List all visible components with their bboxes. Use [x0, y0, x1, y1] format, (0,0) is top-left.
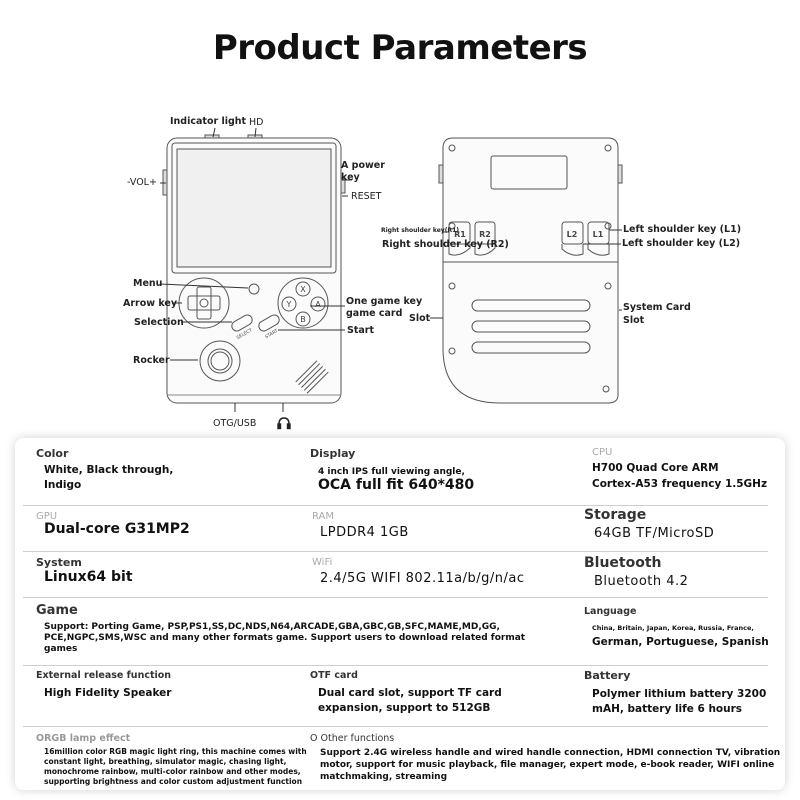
- spec-wifi: [312, 557, 525, 586]
- spec-label: System: [36, 556, 82, 569]
- label-rocker: Rocker: [133, 355, 170, 366]
- spec-external: [36, 670, 171, 701]
- label-power-key: A power key: [341, 160, 385, 183]
- spec-value: 64GB TF/MicroSD: [594, 526, 715, 541]
- label-start: Start: [347, 325, 375, 336]
- spec-value: Polymer lithium battery 3200 mAH, battery life 6 hours: [592, 688, 767, 715]
- spec-label: CPU: [592, 447, 613, 458]
- label-r2: Right shoulder key (R2): [382, 239, 509, 250]
- spec-storage: [584, 507, 714, 541]
- spec-otf: [310, 670, 502, 716]
- label-system-card-slot: System Card Slot: [623, 302, 691, 326]
- select-text: SELECT: [236, 328, 254, 341]
- label-selection: Selection: [134, 317, 184, 328]
- spec-value: Dual-core G31MP2: [44, 521, 190, 537]
- label-menu: Menu: [133, 278, 163, 289]
- label-indicator-light: Indicator light: [170, 116, 247, 127]
- row-separator: [23, 665, 768, 666]
- row-separator: [23, 505, 768, 506]
- label-vol: -VOL+: [127, 177, 157, 188]
- spec-label: Display: [310, 447, 356, 460]
- spec-label: ORGB lamp effect: [36, 733, 131, 744]
- label-one-game-key: One game key game card: [346, 296, 423, 319]
- label-arrow-key: Arrow key: [123, 298, 178, 309]
- front-screen: [177, 149, 331, 267]
- spec-system: [36, 556, 133, 585]
- spec-value: 16million color RGB magic light ring, this machine comes with constant light, breathing, simulator magic, chasing light, monochrome rainbow, multi-color rainbow and other modes, supporting brightness and color custom adjustment function: [44, 747, 307, 786]
- spec-value: LPDDR4 1GB: [320, 525, 409, 540]
- spec-value: White, Black through, Indigo: [44, 464, 174, 491]
- label-r1-small: Right shoulder key(R1): [381, 227, 459, 234]
- spec-label: Storage: [584, 507, 647, 523]
- label-slot: Slot: [409, 313, 431, 324]
- page-title: Product Parameters: [212, 28, 588, 68]
- spec-value: Linux64 bit: [44, 569, 133, 585]
- spec-value: Bluetooth 4.2: [594, 574, 689, 589]
- spec-value: OCA full fit 640*480: [318, 477, 475, 493]
- spec-value: High Fidelity Speaker: [44, 687, 172, 699]
- label-reset: RESET: [351, 191, 382, 202]
- spec-label: RAM: [312, 511, 335, 522]
- label-l2: Left shoulder key (L2): [622, 238, 741, 249]
- button-a: A: [315, 300, 321, 309]
- row-separator: [23, 551, 768, 552]
- spec-display: [310, 447, 474, 493]
- spec-other: [310, 733, 780, 783]
- spec-ram: [312, 511, 409, 540]
- spec-game: [36, 603, 525, 655]
- spec-value: 4 inch IPS full viewing angle,: [318, 467, 465, 477]
- key-l2-text: L2: [566, 230, 578, 239]
- spec-label: GPU: [36, 511, 58, 522]
- row-separator: [23, 597, 768, 598]
- spec-value: 2.4/5G WIFI 802.11a/b/g/n/ac: [320, 571, 525, 586]
- spec-value: Support: Porting Game, PSP,PS1,SS,DC,NDS,N64,ARCADE,GBA,GBC,GB,SFC,MAME,MD,GG, PCE,NGPC,SMS,WSC and many other formats game. Support users to download related format games: [44, 622, 526, 654]
- spec-battery: [584, 669, 766, 717]
- spec-value: German, Portuguese, Spanish: [592, 636, 769, 648]
- spec-label: OTF card: [310, 670, 358, 681]
- spec-label: External release function: [36, 670, 172, 681]
- spec-value: H700 Quad Core ARM Cortex-A53 frequency 1.5GHz: [592, 462, 768, 490]
- spec-label: Bluetooth: [584, 555, 662, 571]
- spec-label: Game: [36, 603, 78, 618]
- spec-gpu: [36, 511, 190, 537]
- label-hd: HD: [249, 117, 264, 128]
- spec-bluetooth: [584, 555, 688, 589]
- spec-cpu: [584, 447, 767, 492]
- label-l1: Left shoulder key (L1): [623, 224, 742, 235]
- spec-label: Language: [584, 606, 637, 617]
- spec-value: Support 2.4G wireless handle and wired handle connection, HDMI connection TV, vibration motor, support for music playback, file manager, expert mode, e-book reader, WIFI online matchmaking, streaming: [320, 748, 781, 782]
- spec-value: Dual card slot, support TF card expansion, support to 512GB: [318, 687, 502, 714]
- spec-label: Color: [36, 447, 69, 460]
- headphone-icon: [278, 418, 290, 429]
- spec-label: O Other functions: [310, 733, 395, 744]
- spec-value: China, Britain, Japan, Korea, Russia, France,: [592, 624, 754, 632]
- button-x: X: [300, 285, 306, 294]
- button-y: Y: [286, 300, 292, 309]
- spec-label: Battery: [584, 669, 631, 682]
- key-r2-text: R2: [479, 230, 491, 239]
- back-body: [443, 138, 618, 403]
- spec-label: WiFi: [312, 557, 333, 568]
- key-r1-text: R1: [454, 230, 466, 239]
- start-text: START: [264, 328, 280, 341]
- spec-language: [584, 606, 769, 650]
- key-l1-text: L1: [592, 230, 604, 239]
- button-b: B: [300, 315, 306, 324]
- spec-rgb: [36, 733, 307, 787]
- spec-color: [36, 447, 173, 493]
- row-separator: [23, 726, 768, 727]
- label-otg-usb: OTG/USB: [213, 418, 257, 429]
